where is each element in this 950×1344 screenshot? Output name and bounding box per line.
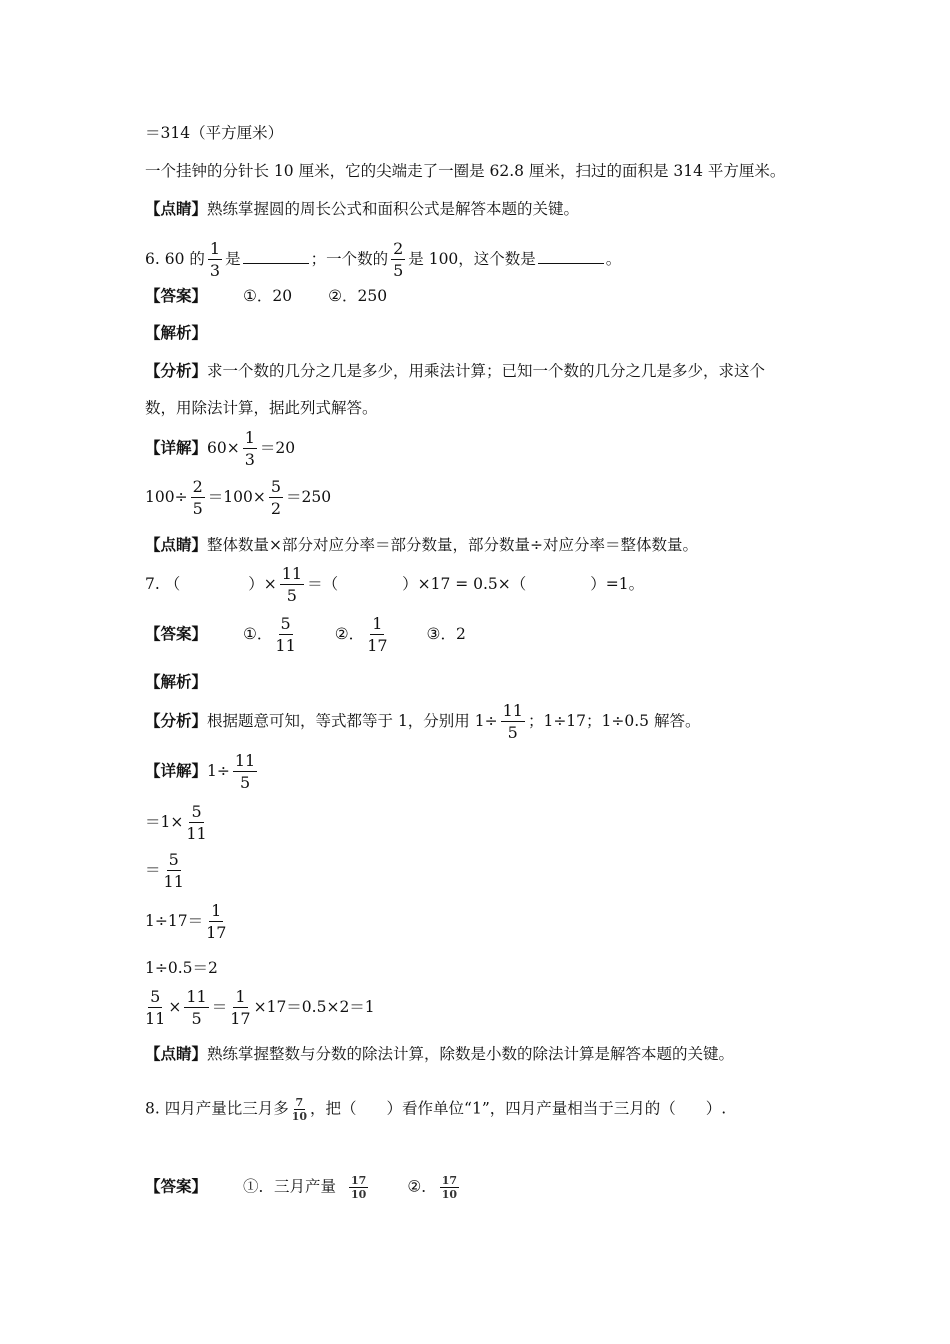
denominator: 17 xyxy=(206,923,227,942)
numerator: 5 xyxy=(270,477,282,496)
fenxi-text: 求一个数的几分之几是多少，用乘法计算；已知一个数的几分之几是多少，求这个 xyxy=(207,362,766,380)
q7-answer xyxy=(145,616,466,654)
answer-tag: 【答案】 xyxy=(145,286,208,305)
expr: 1÷ xyxy=(207,762,230,780)
dianjing-text: 整体数量×部分对应分率＝部分数量，部分数量÷对应分率＝整体数量。 xyxy=(207,536,698,554)
fraction xyxy=(269,479,283,517)
q7-text: ＝（ xyxy=(307,575,339,593)
q7-xiangjie-5 xyxy=(145,957,218,979)
numerator: 1 xyxy=(211,901,222,920)
expr: ＝20 xyxy=(259,439,296,457)
fraction xyxy=(145,989,165,1027)
denominator: 17 xyxy=(367,636,388,655)
q7-text: 7. （ xyxy=(145,575,181,593)
numerator: 1 xyxy=(209,239,221,258)
denominator: 5 xyxy=(191,1009,202,1028)
numerator: 11 xyxy=(234,751,256,770)
q7-xiangjie-4 xyxy=(145,903,229,941)
jiexi-tag: 【解析】 xyxy=(145,672,208,691)
dianjing-tag: 【点睛】 xyxy=(145,199,208,218)
xiangjie-tag: 【详解】 xyxy=(145,761,208,780)
q7-text: ）×17 = 0.5×（ xyxy=(402,575,527,593)
fraction xyxy=(440,1175,459,1200)
q6-xiangjie-1 xyxy=(145,430,295,468)
formula-line xyxy=(145,122,283,144)
numerator: 2 xyxy=(192,477,203,496)
q7-dianjing xyxy=(145,1043,734,1065)
numerator: 1 xyxy=(372,614,383,633)
xiangjie-tag: 【详解】 xyxy=(145,438,208,457)
expr: ×17＝0.5×2＝1 xyxy=(253,998,375,1016)
q6-text: 6. 60 的 xyxy=(145,250,205,268)
question-7 xyxy=(145,566,644,604)
numerator: 11 xyxy=(502,701,523,720)
expr: ＝100× xyxy=(207,488,266,506)
numerator: 2 xyxy=(393,239,404,258)
denominator: 3 xyxy=(209,261,221,280)
dianjing-text: 熟练掌握整数与分数的除法计算，除数是小数的除法计算是解答本题的关键。 xyxy=(207,1045,735,1063)
fenxi-text: 根据题意可知，等式都等于 1，分别用 1÷ xyxy=(207,712,498,730)
answer-item: ②．250 xyxy=(328,287,388,305)
fraction xyxy=(233,753,257,791)
expr: × xyxy=(168,998,182,1016)
q6-answer xyxy=(145,285,387,307)
denominator: 17 xyxy=(230,1009,251,1028)
answer-blank xyxy=(538,248,604,264)
fraction xyxy=(230,989,250,1027)
q6-fenxi xyxy=(145,360,765,382)
answer-blank xyxy=(243,248,309,264)
fraction xyxy=(292,1097,307,1122)
q8-text: ）看作单位“1”，四月产量相当于三月的（ xyxy=(386,1099,676,1118)
fraction xyxy=(191,479,205,517)
q8-text: ，把（ xyxy=(310,1099,357,1118)
conclusion-line xyxy=(145,160,785,182)
dianjing-line xyxy=(145,198,579,220)
q7-text: ）× xyxy=(248,575,277,593)
denominator: 11 xyxy=(163,872,184,891)
expr: ＝1× xyxy=(145,813,184,831)
denominator: 5 xyxy=(507,723,518,742)
jiexi-tag: 【解析】 xyxy=(145,323,208,342)
answer-tag: 【答案】 xyxy=(145,624,208,643)
q6-fenxi-cont xyxy=(145,397,378,419)
denominator: 10 xyxy=(441,1188,458,1201)
answer-item: ①． xyxy=(243,625,273,643)
fraction xyxy=(275,616,295,654)
fraction xyxy=(208,241,222,279)
q7-jiexi xyxy=(145,671,207,693)
dianjing-tag: 【点睛】 xyxy=(145,535,208,554)
numerator: 1 xyxy=(244,428,255,447)
numerator: 11 xyxy=(281,564,303,583)
fraction xyxy=(367,616,387,654)
answer-item: ②． xyxy=(407,1177,437,1196)
fraction xyxy=(186,804,206,842)
expr: ＝ xyxy=(145,861,161,879)
fraction xyxy=(349,1175,368,1200)
fenxi-tag: 【分析】 xyxy=(145,361,208,380)
denominator: 5 xyxy=(393,261,404,280)
answer-item: ①．20 xyxy=(243,287,293,305)
q8-text: 8. 四月产量比三月多 xyxy=(145,1099,289,1118)
q7-xiangjie-6 xyxy=(145,989,375,1027)
numerator: 5 xyxy=(280,614,291,633)
denominator: 2 xyxy=(270,499,282,518)
q6-xiangjie-2 xyxy=(145,479,331,517)
denominator: 5 xyxy=(286,586,297,605)
denominator: 5 xyxy=(239,773,251,792)
q7-xiangjie-1 xyxy=(145,753,260,791)
numerator: 5 xyxy=(191,802,202,821)
numerator: 17 xyxy=(441,1174,458,1187)
q6-text: 是 100，这个数是 xyxy=(408,250,536,268)
answer-item: ③．2 xyxy=(426,625,466,643)
q8-text: ）. xyxy=(705,1099,727,1118)
q6-jiexi xyxy=(145,322,207,344)
q6-dianjing xyxy=(145,534,698,556)
numerator: 1 xyxy=(235,987,246,1006)
fraction xyxy=(206,903,226,941)
denominator: 3 xyxy=(244,450,255,469)
expr: ＝ xyxy=(211,998,228,1016)
fraction xyxy=(243,430,257,468)
fraction xyxy=(280,566,304,604)
q6-text: 。 xyxy=(605,250,622,268)
numerator: 11 xyxy=(186,987,207,1006)
denominator: 11 xyxy=(145,1009,166,1028)
expr: 1÷0.5＝2 xyxy=(145,959,218,977)
denominator: 11 xyxy=(275,636,296,655)
conclusion-text: 一个挂钟的分针长 10 厘米，它的尖端走了一圈是 62.8 厘米，扫过的面积是 314 平方厘米。 xyxy=(145,162,786,180)
numerator: 17 xyxy=(351,1174,367,1187)
expr: ＝250 xyxy=(286,488,332,506)
answer-tag: 【答案】 xyxy=(145,1176,208,1196)
fraction xyxy=(164,852,184,890)
q6-text: 是 xyxy=(225,250,241,268)
q7-xiangjie-2 xyxy=(145,804,210,842)
fenxi-tag: 【分析】 xyxy=(145,711,208,730)
q7-xiangjie-3 xyxy=(145,852,187,890)
fenxi-text: 数，用除法计算，据此列式解答。 xyxy=(145,399,378,417)
fraction xyxy=(501,703,525,741)
denominator: 11 xyxy=(186,824,207,843)
question-8 xyxy=(145,1097,726,1122)
dianjing-tag: 【点睛】 xyxy=(145,1044,208,1063)
q6-text: ；一个数的 xyxy=(310,250,389,268)
formula-text: ＝314（平方厘米） xyxy=(145,124,284,142)
q8-answer xyxy=(145,1175,462,1200)
denominator: 10 xyxy=(291,1110,308,1123)
q7-fenxi xyxy=(145,703,700,741)
expr: 100÷ xyxy=(145,488,188,506)
numerator: 5 xyxy=(168,850,179,869)
numerator: 7 xyxy=(295,1096,304,1109)
fraction xyxy=(391,241,405,279)
answer-item: ②． xyxy=(334,625,365,643)
denominator: 10 xyxy=(351,1188,367,1201)
denominator: 5 xyxy=(192,499,203,518)
answer-item: ①．三月产量 xyxy=(243,1177,337,1196)
expr: 1÷17＝ xyxy=(145,912,204,930)
fraction xyxy=(184,989,208,1027)
numerator: 5 xyxy=(150,987,161,1006)
expr: 60× xyxy=(207,439,240,457)
question-6 xyxy=(145,241,621,279)
fenxi-text: ；1÷17；1÷0.5 解答。 xyxy=(527,712,701,730)
dianjing-text: 熟练掌握圆的周长公式和面积公式是解答本题的关键。 xyxy=(207,200,580,218)
q7-text: ）=1。 xyxy=(590,575,645,593)
